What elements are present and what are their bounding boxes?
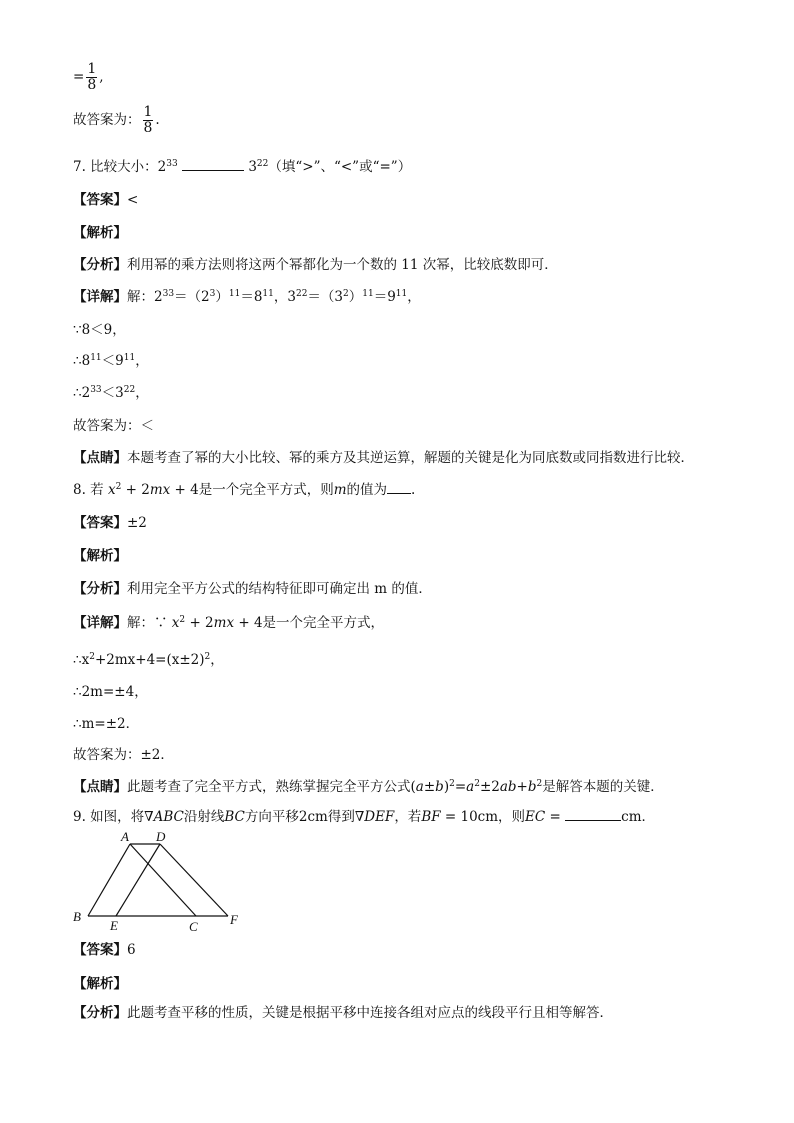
math-text: ± (423, 779, 436, 795)
math-text: 是一个完全平方式， (262, 615, 385, 631)
dianjing-text: 本题考查了幂的大小比较、幂的乘方及其逆运算，解题的关键是化为同底数或同指数进行比较． (127, 450, 694, 466)
hint-text: （填“>”、“<”或“=”） (268, 159, 412, 175)
math-text: ， (135, 385, 149, 401)
exponent: 2 (474, 779, 480, 789)
fenxi-text: 利用幂的乘方法则将这两个幂都化为一个数的 11 次幂，比较底数即可． (127, 257, 558, 273)
math-text: ） (215, 289, 229, 305)
q8-jiexi-tag: 【解析】 (73, 548, 127, 564)
fraction-numerator: 1 (87, 61, 97, 77)
answer-tag: 【答案】 (73, 192, 127, 208)
math-text: ∴2 (73, 385, 91, 401)
math-text: ＝（3 (307, 289, 344, 305)
q8-final-answer: 故答案为：±2． (73, 747, 174, 763)
fraction-denominator: 8 (87, 77, 97, 93)
exponent: 33 (162, 289, 175, 299)
segment-AB (88, 844, 130, 916)
q9-answer (73, 941, 136, 959)
exponent: 3 (209, 289, 216, 299)
unit-text: cm (621, 809, 642, 825)
math-text: ( (410, 779, 416, 795)
q9-question (73, 808, 655, 826)
label-E: E (110, 918, 118, 933)
exponent: 33 (90, 385, 102, 395)
math-text: ) (443, 779, 450, 795)
math-text: + (516, 779, 528, 795)
exponent: 33 (166, 159, 178, 169)
exponent: 2 (115, 482, 122, 492)
comma: , (99, 69, 104, 85)
exponent: 11 (228, 289, 241, 299)
math-var: b (527, 779, 537, 795)
fraction-denominator: 8 (143, 120, 153, 136)
segment-AC (130, 844, 196, 916)
label-D: D (156, 830, 166, 844)
label-C: C (189, 919, 198, 934)
answer-prefix: 故答案为： (73, 112, 141, 128)
question-text: 是一个完全平方式，则 (198, 482, 334, 498)
period: ． (641, 809, 656, 825)
math-text: ∴x (73, 652, 90, 668)
math-text: ， (135, 353, 149, 369)
q8-step2: ∴2m=±4， (73, 684, 148, 700)
math-text: = 10cm (440, 809, 499, 825)
exponent: 11 (362, 289, 374, 299)
answer-value: ±2 (127, 515, 147, 531)
translation-figure (70, 830, 270, 935)
period: . (155, 112, 160, 128)
q8-answer (73, 514, 147, 532)
math-text: 解：2 (127, 289, 163, 305)
math-text: ，3 (273, 289, 296, 305)
q8-dianjing (73, 778, 664, 796)
math-var: BC (224, 809, 245, 825)
fraction-numerator: 1 (143, 104, 153, 120)
math-var: m (333, 482, 347, 498)
math-text: 2cm (298, 809, 328, 825)
dianjing-tag: 【点睛】 (73, 779, 127, 795)
exponent: 2 (204, 652, 211, 662)
fenxi-tag: 【分析】 (73, 257, 127, 273)
answer-blank (565, 808, 621, 821)
question-text: 沿射线 (183, 809, 225, 825)
math-text: = (545, 809, 566, 825)
exponent: 2 (449, 779, 455, 789)
q7-final-answer: 故答案为：＜ (73, 418, 154, 434)
answer-tag: 【答案】 (73, 942, 127, 958)
math-text: ＜3 (101, 385, 124, 401)
exponent: 11 (123, 353, 136, 363)
label-B: B (73, 909, 81, 924)
question-text: 得到 (327, 809, 355, 825)
math-var: a (466, 779, 475, 795)
segment-DF (160, 844, 228, 916)
q8-step1 (73, 651, 224, 669)
q7-question (73, 158, 411, 176)
exponent: 11 (395, 289, 408, 299)
q7-step3 (73, 352, 149, 370)
fenxi-tag: 【分析】 (73, 581, 127, 597)
fenxi-tag: 【分析】 (73, 1005, 127, 1021)
math-text: ∴8 (73, 353, 91, 369)
label-F: F (230, 912, 238, 927)
xiangjie-tag: 【详解】 (73, 289, 127, 305)
math-text: +2mx+4=(x±2) (94, 652, 205, 668)
math-text: + 2 (185, 615, 214, 631)
math-var: ∇DEF (354, 809, 395, 825)
xiangjie-tag: 【详解】 (73, 615, 127, 631)
math-var: mx (149, 482, 171, 498)
exponent: 2 (179, 615, 186, 625)
math-text: ， (407, 289, 421, 305)
q8-fenxi (73, 580, 432, 598)
math-text: ＜9 (101, 353, 124, 369)
exponent: 2 (536, 779, 543, 789)
answer-tag: 【答案】 (73, 515, 127, 531)
q7-answer (73, 191, 138, 209)
base: 2 (157, 159, 167, 175)
math-text: + 4 (234, 615, 263, 631)
exponent: 22 (256, 159, 269, 169)
period: . (411, 482, 416, 498)
q8-xiangjie (73, 614, 384, 632)
equals-sign: = (73, 69, 85, 85)
answer-fraction (143, 105, 154, 136)
exponent: 11 (90, 353, 102, 363)
math-text: ＝（2 (174, 289, 210, 305)
fenxi-text: 此题考查平移的性质，关键是根据平移中连接各组对应点的线段平行且相等解答． (127, 1005, 613, 1021)
question-number: 9. 如图，将 (73, 809, 145, 825)
q9-jiexi-tag: 【解析】 (73, 976, 127, 992)
q7-step2: ∵8＜9， (73, 322, 126, 338)
math-text: ＝8 (240, 289, 263, 305)
answer-blank (182, 158, 244, 171)
question-number: 8. 若 (73, 482, 104, 498)
math-var: a (415, 779, 424, 795)
exponent: 11 (262, 289, 274, 299)
q7-fenxi (73, 256, 558, 274)
math-text: ， (210, 652, 224, 668)
math-text: + 4 (170, 482, 199, 498)
math-text: = (454, 779, 467, 795)
q8-question (73, 481, 415, 499)
math-text: ±2 (479, 779, 500, 795)
fraction (86, 62, 97, 93)
dianjing-text: 此题考查了完全平方式，熟练掌握完全平方公式 (127, 779, 411, 795)
math-var: BF (421, 809, 441, 825)
dianjing-text: 是解答本题的关键． (542, 779, 664, 795)
math-var: x (107, 482, 116, 498)
exponent: 22 (295, 289, 308, 299)
q7-xiangjie-line (73, 288, 421, 306)
math-var: mx (213, 615, 235, 631)
segment-DE (116, 844, 160, 916)
question-text: 方向平移 (244, 809, 299, 825)
q6-answer-line (73, 105, 160, 136)
math-text: 解：∵ (127, 615, 168, 631)
q8-step3: ∴m=±2． (73, 716, 140, 732)
exponent: 22 (123, 385, 136, 395)
math-var: ∇ABC (144, 809, 184, 825)
question-number: 7. 比较大小： (73, 159, 158, 175)
q7-dianjing (73, 449, 694, 467)
question-text: ，若 (394, 809, 422, 825)
dianjing-tag: 【点睛】 (73, 450, 127, 466)
question-text: 的值为 (346, 482, 388, 498)
answer-value: 6 (127, 942, 136, 958)
math-var: ab (499, 779, 517, 795)
q9-fenxi (73, 1004, 613, 1022)
base: 3 (248, 159, 257, 175)
math-text: ） (348, 289, 363, 305)
math-text: ＝9 (373, 289, 396, 305)
q7-step4 (73, 384, 149, 402)
answer-value: < (127, 192, 139, 208)
question-text: ，则 (498, 809, 526, 825)
math-var: EC (525, 809, 546, 825)
label-A: A (121, 830, 129, 844)
math-var: b (435, 779, 444, 795)
exponent: 2 (343, 289, 349, 299)
answer-blank (387, 481, 411, 494)
q6-equation-line (73, 62, 104, 93)
fenxi-text: 利用完全平方公式的结构特征即可确定出 m 的值． (127, 581, 432, 597)
q7-jiexi-tag: 【解析】 (73, 225, 127, 241)
math-var: x (171, 615, 180, 631)
exponent: 2 (89, 652, 95, 662)
math-text: + 2 (121, 482, 150, 498)
